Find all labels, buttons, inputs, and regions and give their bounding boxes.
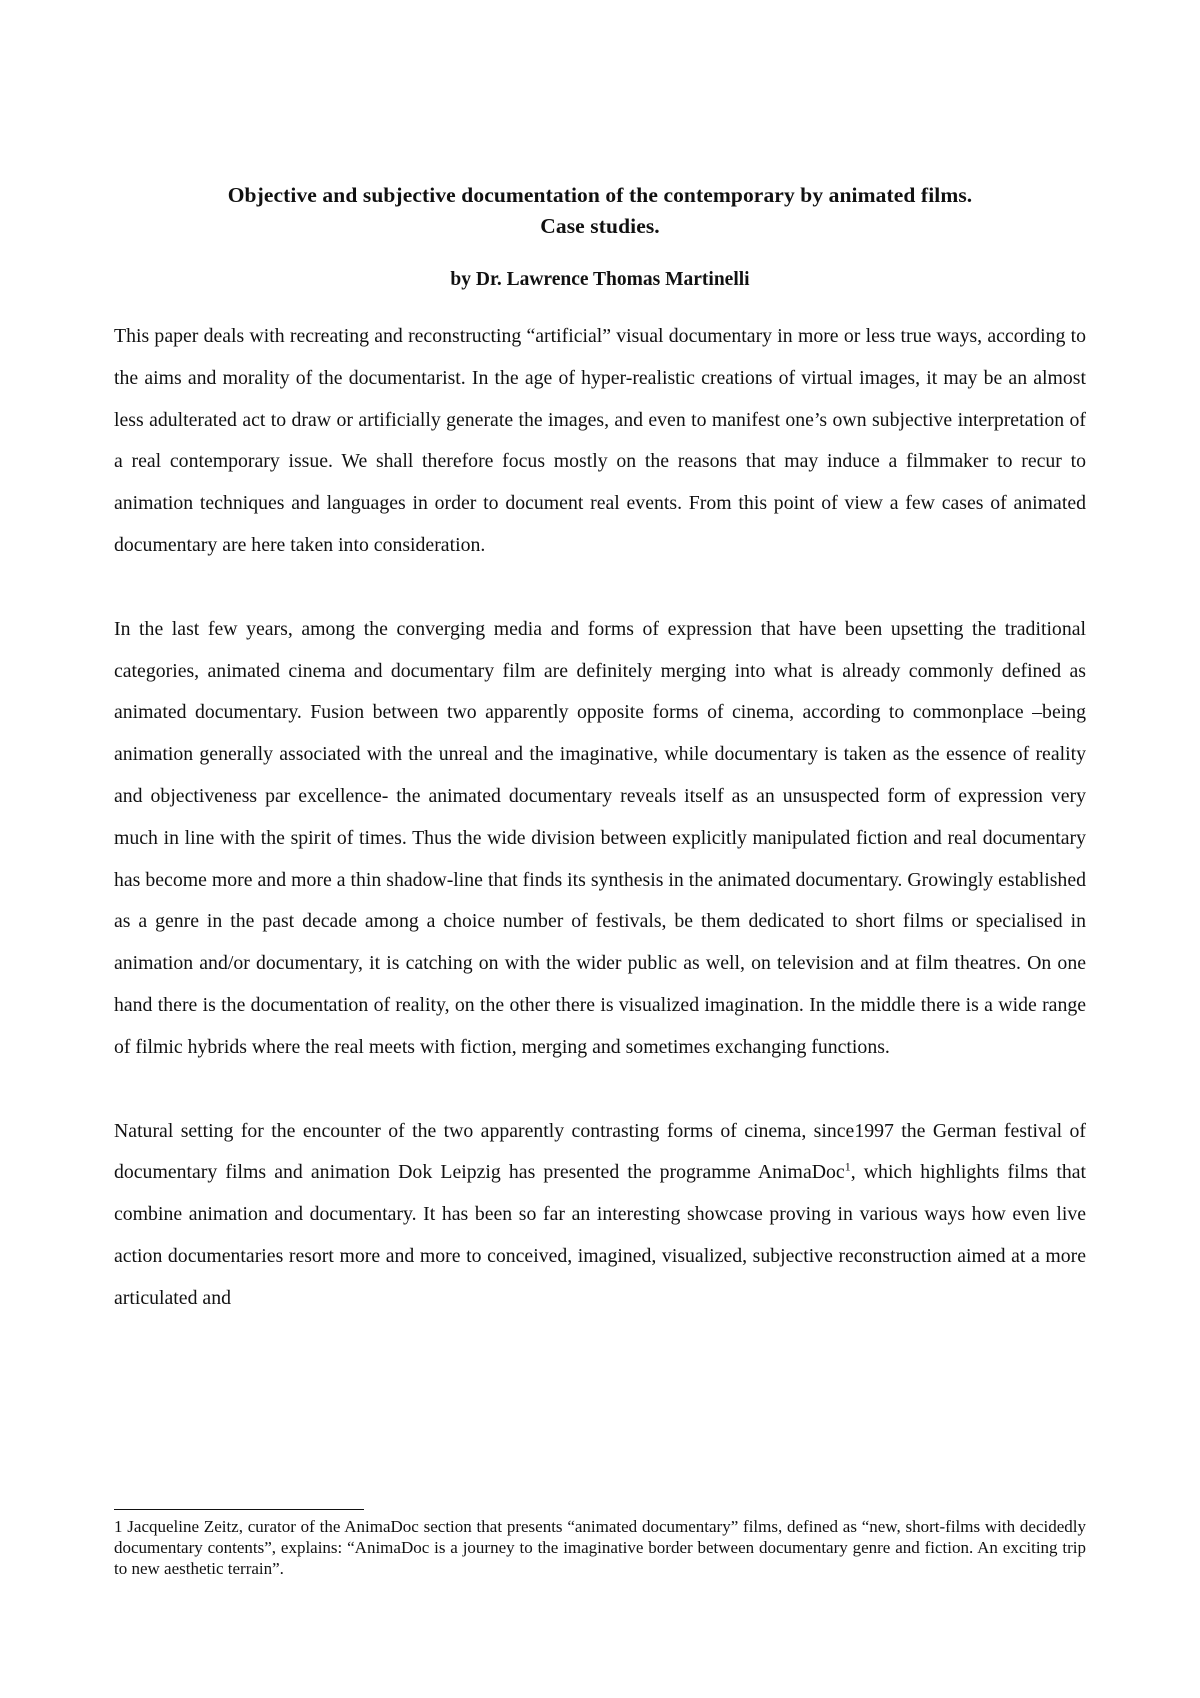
footnote-number: 1 <box>114 1517 123 1536</box>
footnote-reference[interactable]: 1 <box>844 1159 851 1174</box>
paragraph-3-text-start: Natural setting for the encounter of the two apparently contrasting forms of cinema, since1997 the German festival of documentary films and animation Dok Leipzig has presented the programme AnimaDoc <box>114 1119 1086 1184</box>
body-paragraph-1: This paper deals with recreating and reconstructing “artificial” visual documentary in more or less true ways, according to the aims and morality of the documentarist. In the age of hyper-realistic creations of virtual images, it may be an almost less adulterated act to draw or artificially generate the images, and even to manifest one’s own subjective interpretation of a real contemporary issue. We shall therefore focus mostly on the reasons that may induce a filmmaker to recur to animation techniques and languages in order to document real events. From this point of view a few cases of animated documentary are here taken into consideration. <box>114 325 1086 556</box>
paper-title-line-2: Case studies. <box>540 214 660 238</box>
paper-page <box>114 150 1086 1320</box>
paper-title-line-1: Objective and subjective documentation of the contemporary by animated films. <box>227 183 973 207</box>
footnote-divider <box>114 1509 364 1510</box>
footnote-text: Jacqueline Zeitz, curator of the AnimaDoc section that presents “animated documentary” films, defined as “new, short-films with decidedly documentary contents”, explains: “AnimaDoc is a journey to the imaginative border between documentary genre and fiction. An exciting trip to new aesthetic terrain”. <box>114 1517 1086 1578</box>
body-paragraph-2: In the last few years, among the converging media and forms of expression that have been upsetting the traditional categories, animated cinema and documentary film are definitely merging into what is already commonly defined as animated documentary. Fusion between two apparently opposite forms of cinema, according to commonplace –being animation generally associated with the unreal and the imaginative, while documentary is taken as the essence of reality and objectiveness par excellence- the animated documentary reveals itself as an unsuspected form of expression very much in line with the spirit of times. Thus the wide division between explicitly manipulated fiction and real documentary has become more and more a thin shadow-line that finds its synthesis in the animated documentary. Growingly established as a genre in the past decade among a choice number of festivals, be them dedicated to short films or specialised in animation and/or documentary, it is catching on with the wider public as well, on television and at film theatres. On one hand there is the documentation of reality, on the other there is visualized imagination. In the middle there is a wide range of filmic hybrids where the real meets with fiction, merging and sometimes exchanging functions. <box>114 617 1086 1058</box>
paper-title <box>114 180 1086 242</box>
paragraph-3-text-end: , which highlights films that combine animation and documentary. It has been so far an interesting showcase proving in various ways how even live action documentaries resort more and more to conceived, imagined, visualized, subjective reconstruction aimed at a more articulated and <box>114 1161 1086 1309</box>
footnote <box>114 1516 1086 1579</box>
body-paragraph-3 <box>114 1111 1086 1320</box>
author-byline: by Dr. Lawrence Thomas Martinelli <box>450 269 750 290</box>
